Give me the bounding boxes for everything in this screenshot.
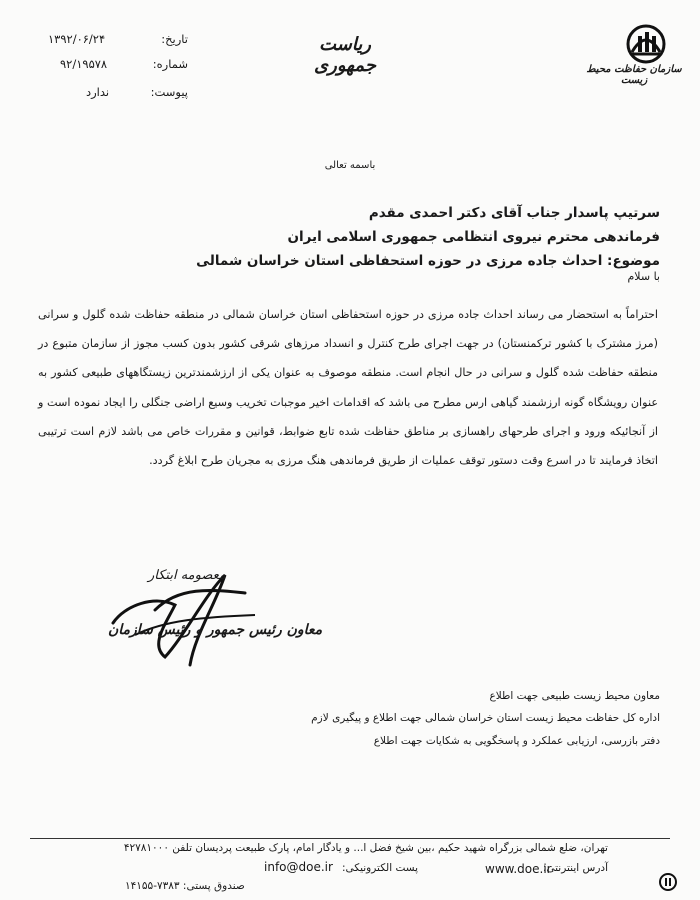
footer-email-link[interactable]: info@doe.ir (264, 860, 333, 874)
footer-address: تهران، ضلع شمالی بزرگراه شهید حکیم ،بین شیخ فضل ا... و یادگار امام، پارک طبیعت پردیسان تلفن ۴۲۷۸۱۰۰۰ (123, 842, 608, 854)
attachment-label: پیوست: (150, 85, 188, 99)
signature-title: معاون رئیس جمهور و رئیس سازمان (108, 622, 323, 638)
greeting: با سلام (627, 270, 660, 283)
letter-meta (28, 32, 188, 99)
addressee-line-2: فرماندهی محترم نیروی انتظامی جمهوری اسلامی ایران (287, 229, 660, 245)
cc-item-1: معاون محیط زیست طبیعی جهت اطلاع (489, 690, 660, 702)
footer-pobox: صندوق پستی: ۷۳۸۳-۱۴۱۵۵ (125, 880, 245, 892)
footer-web-label: آدرس اینترنتی: (542, 862, 608, 874)
number-value: ۹۲/۱۹۵۷۸ (60, 57, 108, 71)
signature-name: معصومه ابتکار (148, 568, 226, 583)
attachment-value: ندارد (86, 85, 110, 99)
footer-divider (30, 838, 670, 839)
date-label: تاریخ: (161, 32, 188, 46)
org-name: سازمان حفاظت محیط زیست (586, 64, 682, 86)
subject-line: موضوع: احداث جاده مرزی در حوزه استحفاظی استان خراسان شمالی (196, 253, 660, 269)
salutation-heading: باسمه تعالی (324, 160, 376, 171)
footer-web-link[interactable]: www.doe.ir (485, 862, 552, 876)
letter-body: احتراماً به استحضار می رساند احداث جاده مرزی در حوزه استحفاظی استان خراسان شمالی در منطقه حفاظت شده گلول و سرانی (مرز مشترک با کشور ترکمنستان) در جهت اجرای طرح کنترل و انسداد مرزهای شرقی کشور بدون کسب مجوز از سازمان متبوع در منطقه حفاظت شده گلول و سرانی در حال انجام است. منطقه موصوف به عنوان یکی از ارزشمندترین زیستگاههای طبیعی کشور به عنوان رویشگاه گونه ارزشمند گیاهی ارس مطرح می باشد که اقدامات اخیر موجبات تخریب وسیع اراضی جنگلی را ایجاد نموده است و از آنجائیکه ورود و اجرای طرحهای راهسازی بر مناطق حفاظت شده تابع ضوابط، قوانین و مقررات خاص می باشد لازم است ترتیبی اتخاذ فرمایند تا در اسرع وقت دستور توقف عملیات از طریق فرماندهی هنگ مرزی به مجریان طرح ابلاغ گردد. (38, 308, 658, 468)
footer-email-label: پست الکترونیکی: (342, 862, 419, 874)
cc-item-2: اداره کل حفاظت محیط زیست استان خراسان شمالی جهت اطلاع و پیگیری لازم (311, 712, 660, 724)
number-label: شماره: (152, 57, 188, 71)
date-value: ۱۳۹۲/۰۶/۲۴ (48, 32, 106, 46)
presidency-heading: ریاست جمهوری (314, 34, 376, 76)
footer-logo-icon (655, 870, 681, 896)
addressee-line-1: سرتیپ پاسدار جناب آقای دکتر احمدی مقدم (368, 205, 660, 221)
cc-item-3: دفتر بازرسی، ارزیابی عملکرد و پاسخگویی به شکایات جهت اطلاع (373, 735, 660, 747)
